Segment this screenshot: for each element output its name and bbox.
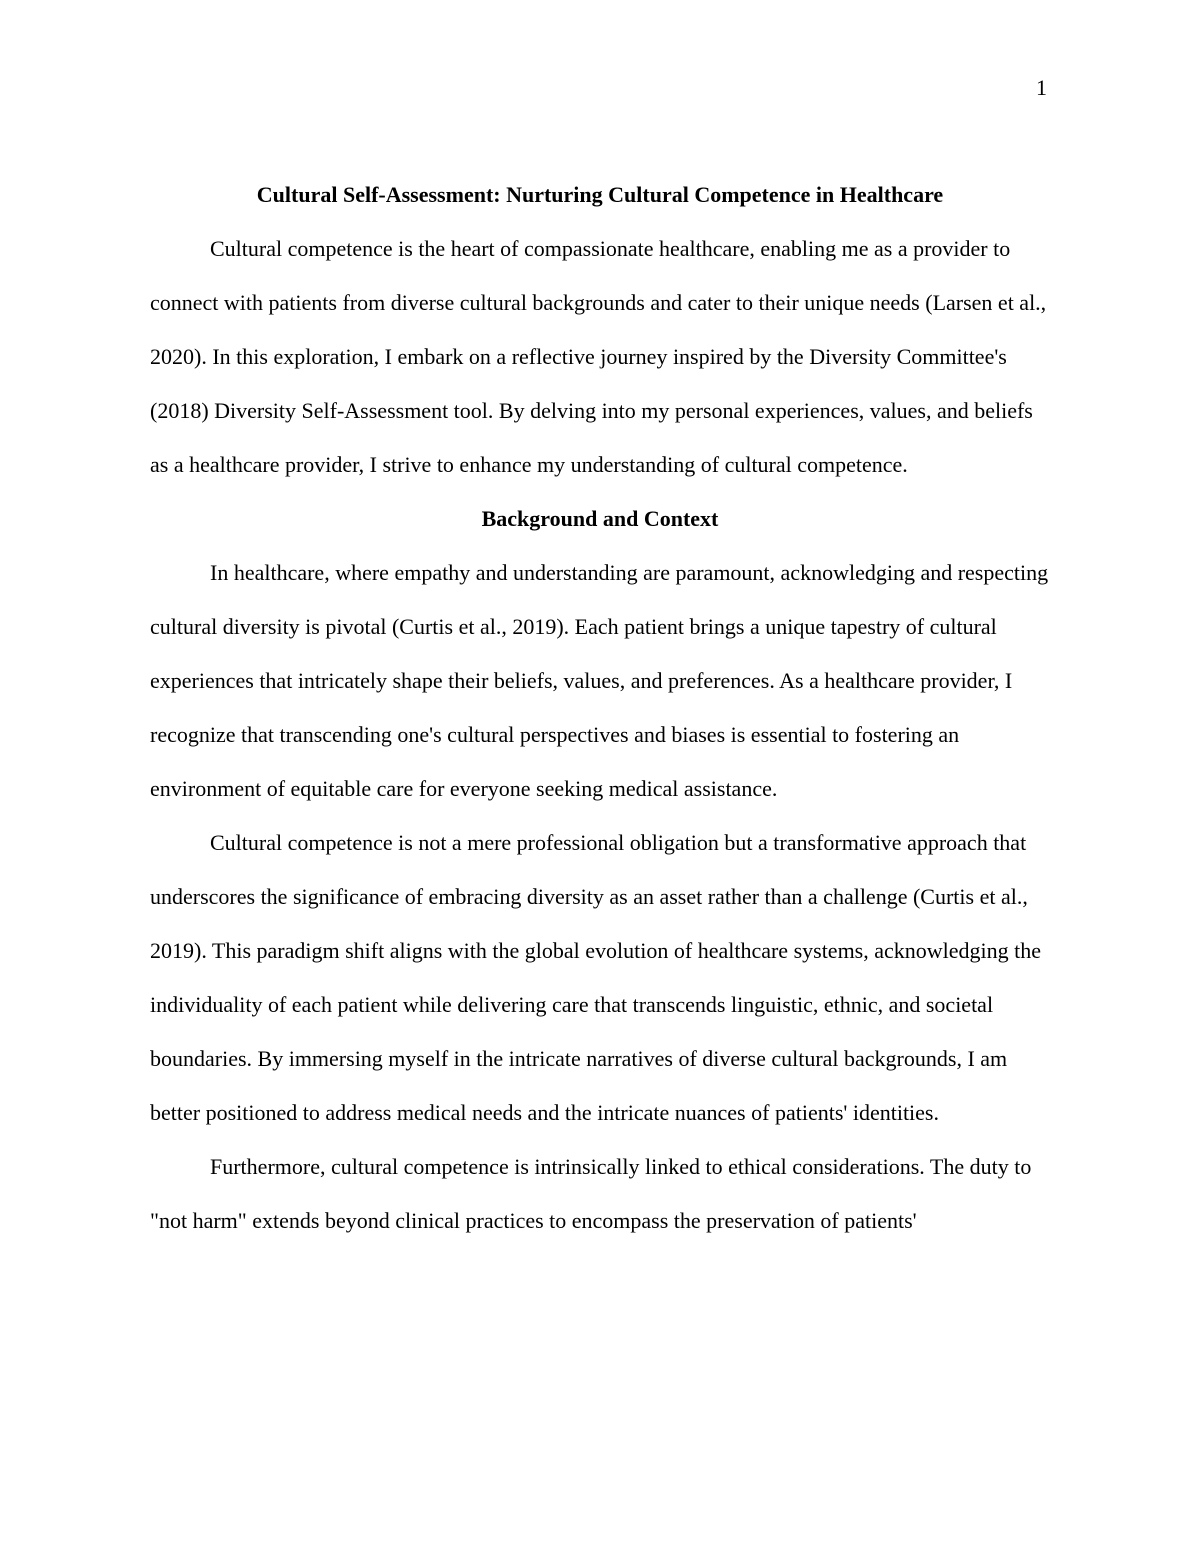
intro-paragraph: Cultural competence is the heart of compassionate healthcare, enabling me as a provider to connect with patients from diverse cultural backgrounds and cater to their unique needs (Larsen et al., 2020). In this exploration, I embark on a reflective journey inspired by the Diversity Committee's (2018) Diversity Self-Assessment tool. By delving into my personal experiences, values, and beliefs as a healthcare provider, I strive to enhance my understanding of cultural competence. <box>150 236 1047 477</box>
body-paragraph: In healthcare, where empathy and understanding are paramount, acknowledging and respecting cultural diversity is pivotal (Curtis et al., 2019). Each patient brings a unique tapestry of cultural experiences that intricately shape their beliefs, values, and preferences. As a healthcare provider, I recognize that transcending one's cultural perspectives and biases is essential to fostering an environment of equitable care for everyone seeking medical assistance. <box>150 560 1049 801</box>
body-paragraph: Cultural competence is not a mere professional obligation but a transformative approach that underscores the significance of embracing diversity as an asset rather than a challenge (Curtis et al., 2019). This paradigm shift aligns with the global evolution of healthcare systems, acknowledging the individuality of each patient while delivering care that transcends linguistic, ethnic, and societal boundaries. By immersing myself in the intricate narratives of diverse cultural backgrounds, I am better positioned to address medical needs and the intricate nuances of patients' identities. <box>150 830 1042 1125</box>
document-title: Cultural Self-Assessment: Nurturing Cultural Competence in Healthcare <box>256 182 944 207</box>
body-paragraph: Furthermore, cultural competence is intrinsically linked to ethical considerations. The duty to "not harm" extends beyond clinical practices to encompass the preservation of patients' <box>150 1154 1032 1233</box>
section-heading-background: Background and Context <box>481 506 719 531</box>
document-body <box>150 168 1050 1248</box>
page-number: 1 <box>1036 75 1047 100</box>
